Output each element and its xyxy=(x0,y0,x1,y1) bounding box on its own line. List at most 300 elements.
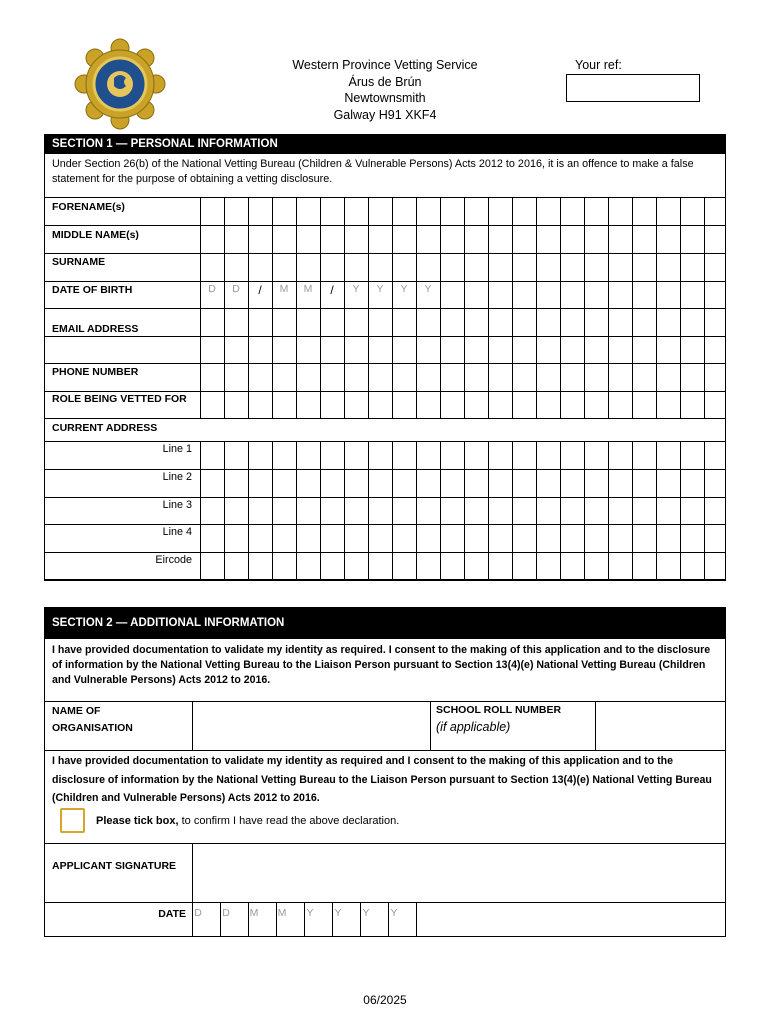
phone-char-cell[interactable] xyxy=(249,364,272,391)
role-char-cell[interactable] xyxy=(585,392,608,418)
surname-char-cell[interactable] xyxy=(633,254,656,281)
address-char-cell[interactable] xyxy=(273,470,296,497)
grid-line xyxy=(704,197,705,418)
email-2-char-cell[interactable] xyxy=(657,337,680,363)
address-char-cell[interactable] xyxy=(249,553,272,580)
address-char-cell[interactable] xyxy=(273,442,296,469)
address-char-cell[interactable] xyxy=(657,470,680,497)
role-char-cell[interactable] xyxy=(345,392,368,418)
forename-char-cell[interactable] xyxy=(321,198,344,225)
form-version: 06/2025 xyxy=(363,993,407,1007)
address-char-cell[interactable] xyxy=(513,498,536,524)
address-char-cell[interactable] xyxy=(561,498,584,524)
phone-char-cell[interactable] xyxy=(273,364,296,391)
surname-char-cell[interactable] xyxy=(681,254,704,281)
dob-char-cell[interactable] xyxy=(537,282,560,308)
vetting-service-address xyxy=(270,57,500,123)
tick-instruction-rest: to confirm I have read the above declaration. xyxy=(178,815,400,827)
address-char-cell[interactable] xyxy=(393,442,416,469)
address-line-4-label: Line 4 xyxy=(162,526,192,538)
email-2-char-cell[interactable] xyxy=(273,337,296,363)
surname-char-cell[interactable] xyxy=(369,254,392,281)
address-char-cell[interactable] xyxy=(465,442,488,469)
phone-char-cell[interactable] xyxy=(441,364,464,391)
role-char-cell[interactable] xyxy=(609,392,632,418)
role-char-cell[interactable] xyxy=(321,392,344,418)
dob-char-cell[interactable] xyxy=(585,282,608,308)
email-2-char-cell[interactable] xyxy=(609,337,632,363)
address-char-cell[interactable] xyxy=(609,498,632,524)
phone-char-cell[interactable] xyxy=(657,364,680,391)
role-char-cell[interactable] xyxy=(417,392,440,418)
forename-char-cell[interactable] xyxy=(633,198,656,225)
email-1-char-cell[interactable] xyxy=(225,309,248,336)
forename-char-cell[interactable] xyxy=(441,198,464,225)
dob-label: DATE OF BIRTH xyxy=(52,284,133,296)
address-char-cell[interactable] xyxy=(321,553,344,580)
address-char-cell[interactable] xyxy=(441,553,464,580)
email-1-char-cell[interactable] xyxy=(393,309,416,336)
surname-char-cell[interactable] xyxy=(249,254,272,281)
surname-char-cell[interactable] xyxy=(417,254,440,281)
surname-char-cell[interactable] xyxy=(393,254,416,281)
forename-char-cell[interactable] xyxy=(297,198,320,225)
email-1-char-cell[interactable] xyxy=(585,309,608,336)
address-char-cell[interactable] xyxy=(681,470,704,497)
address-char-cell[interactable] xyxy=(609,442,632,469)
middle-name-char-cell[interactable] xyxy=(561,226,584,253)
role-char-cell[interactable] xyxy=(465,392,488,418)
surname-char-cell[interactable] xyxy=(609,254,632,281)
dob-char-cell[interactable] xyxy=(465,282,488,308)
dob-char-cell[interactable] xyxy=(633,282,656,308)
middle-name-char-cell[interactable] xyxy=(249,226,272,253)
your-ref-label: Your ref: xyxy=(575,58,622,72)
current-address-label: CURRENT ADDRESS xyxy=(52,422,158,434)
dob-placeholder: M xyxy=(303,283,313,295)
email-2-char-cell[interactable] xyxy=(321,337,344,363)
address-char-cell[interactable] xyxy=(657,525,680,552)
phone-char-cell[interactable] xyxy=(393,364,416,391)
address-char-cell[interactable] xyxy=(441,470,464,497)
email-1-char-cell[interactable] xyxy=(513,309,536,336)
address-char-cell[interactable] xyxy=(249,525,272,552)
phone-char-cell[interactable] xyxy=(225,364,248,391)
role-char-cell[interactable] xyxy=(681,392,704,418)
address-char-cell[interactable] xyxy=(537,498,560,524)
address-char-cell[interactable] xyxy=(249,442,272,469)
forename-char-cell[interactable] xyxy=(465,198,488,225)
dob-separator: / xyxy=(330,283,334,297)
address-char-cell[interactable] xyxy=(561,470,584,497)
address-char-cell[interactable] xyxy=(537,442,560,469)
address-char-cell[interactable] xyxy=(225,470,248,497)
phone-char-cell[interactable] xyxy=(537,364,560,391)
dob-char-cell[interactable] xyxy=(513,282,536,308)
middle-name-char-cell[interactable] xyxy=(465,226,488,253)
address-char-cell[interactable] xyxy=(513,525,536,552)
org-name-label: NAME OF xyxy=(52,705,101,717)
address-char-cell[interactable] xyxy=(201,525,224,552)
address-char-cell[interactable] xyxy=(369,470,392,497)
surname-char-cell[interactable] xyxy=(345,254,368,281)
surname-char-cell[interactable] xyxy=(441,254,464,281)
address-char-cell[interactable] xyxy=(369,553,392,580)
address-char-cell[interactable] xyxy=(681,498,704,524)
email-1-char-cell[interactable] xyxy=(489,309,512,336)
address-char-cell[interactable] xyxy=(297,470,320,497)
confirm-checkbox[interactable] xyxy=(60,808,85,833)
address-char-cell[interactable] xyxy=(201,442,224,469)
phone-char-cell[interactable] xyxy=(465,364,488,391)
surname-char-cell[interactable] xyxy=(465,254,488,281)
role-char-cell[interactable] xyxy=(201,392,224,418)
email-1-char-cell[interactable] xyxy=(561,309,584,336)
tick-instruction-bold: Please tick box, xyxy=(96,815,179,827)
forenames-label: FORENAME(s) xyxy=(52,201,125,213)
middle-name-char-cell[interactable] xyxy=(225,226,248,253)
address-char-cell[interactable] xyxy=(369,525,392,552)
surname-char-cell[interactable] xyxy=(585,254,608,281)
address-char-cell[interactable] xyxy=(417,442,440,469)
email-2-char-cell[interactable] xyxy=(489,337,512,363)
address-char-cell[interactable] xyxy=(489,498,512,524)
surname-char-cell[interactable] xyxy=(489,254,512,281)
address-char-cell[interactable] xyxy=(681,553,704,580)
address-char-cell[interactable] xyxy=(513,442,536,469)
address-char-cell[interactable] xyxy=(441,498,464,524)
email-2-char-cell[interactable] xyxy=(225,337,248,363)
dob-char-cell[interactable] xyxy=(681,282,704,308)
address-char-cell[interactable] xyxy=(633,498,656,524)
address-char-cell[interactable] xyxy=(489,525,512,552)
middle-name-char-cell[interactable] xyxy=(489,226,512,253)
email-2-char-cell[interactable] xyxy=(441,337,464,363)
phone-char-cell[interactable] xyxy=(297,364,320,391)
email-1-char-cell[interactable] xyxy=(441,309,464,336)
address-char-cell[interactable] xyxy=(465,553,488,580)
address-char-cell[interactable] xyxy=(585,525,608,552)
address-char-cell[interactable] xyxy=(465,498,488,524)
email-2-char-cell[interactable] xyxy=(681,337,704,363)
email-2-char-cell[interactable] xyxy=(537,337,560,363)
email-1-char-cell[interactable] xyxy=(609,309,632,336)
role-char-cell[interactable] xyxy=(561,392,584,418)
address-char-cell[interactable] xyxy=(297,498,320,524)
forename-char-cell[interactable] xyxy=(393,198,416,225)
address-char-cell[interactable] xyxy=(369,498,392,524)
middle-name-char-cell[interactable] xyxy=(201,226,224,253)
dob-char-cell[interactable] xyxy=(609,282,632,308)
surname-char-cell[interactable] xyxy=(201,254,224,281)
forename-char-cell[interactable] xyxy=(537,198,560,225)
dob-char-cell[interactable] xyxy=(561,282,584,308)
address-char-cell[interactable] xyxy=(393,553,416,580)
address-char-cell[interactable] xyxy=(417,525,440,552)
date-placeholder: Y xyxy=(390,907,398,919)
surname-char-cell[interactable] xyxy=(561,254,584,281)
surname-char-cell[interactable] xyxy=(513,254,536,281)
dob-char-cell[interactable] xyxy=(657,282,680,308)
address-char-cell[interactable] xyxy=(225,442,248,469)
dob-char-cell[interactable] xyxy=(441,282,464,308)
address-char-cell[interactable] xyxy=(513,553,536,580)
address-char-cell[interactable] xyxy=(441,442,464,469)
phone-char-cell[interactable] xyxy=(681,364,704,391)
middle-name-char-cell[interactable] xyxy=(609,226,632,253)
your-ref-input[interactable] xyxy=(566,74,700,102)
role-char-cell[interactable] xyxy=(249,392,272,418)
middle-name-char-cell[interactable] xyxy=(345,226,368,253)
forename-char-cell[interactable] xyxy=(345,198,368,225)
surname-label: SURNAME xyxy=(52,256,106,268)
address-char-cell[interactable] xyxy=(585,553,608,580)
email-1-char-cell[interactable] xyxy=(681,309,704,336)
dob-placeholder: D xyxy=(232,283,240,295)
grid-line xyxy=(704,441,705,580)
address-char-cell[interactable] xyxy=(321,470,344,497)
forename-char-cell[interactable] xyxy=(513,198,536,225)
address-char-cell[interactable] xyxy=(561,525,584,552)
address-char-cell[interactable] xyxy=(609,525,632,552)
address-char-cell[interactable] xyxy=(249,498,272,524)
address-char-cell[interactable] xyxy=(345,442,368,469)
phone-char-cell[interactable] xyxy=(633,364,656,391)
date-placeholder: D xyxy=(222,907,230,919)
address-char-cell[interactable] xyxy=(201,470,224,497)
forename-char-cell[interactable] xyxy=(225,198,248,225)
address-char-cell[interactable] xyxy=(297,525,320,552)
phone-char-cell[interactable] xyxy=(321,364,344,391)
address-char-cell[interactable] xyxy=(489,553,512,580)
phone-char-cell[interactable] xyxy=(345,364,368,391)
address-char-cell[interactable] xyxy=(681,442,704,469)
email-1-char-cell[interactable] xyxy=(321,309,344,336)
address-line-3-label: Line 3 xyxy=(162,499,192,511)
address-char-cell[interactable] xyxy=(321,498,344,524)
address-char-cell[interactable] xyxy=(657,498,680,524)
address-char-cell[interactable] xyxy=(417,470,440,497)
middle-name-char-cell[interactable] xyxy=(513,226,536,253)
address-char-cell[interactable] xyxy=(369,442,392,469)
surname-char-cell[interactable] xyxy=(657,254,680,281)
phone-char-cell[interactable] xyxy=(609,364,632,391)
date-placeholder: Y xyxy=(306,907,314,919)
phone-char-cell[interactable] xyxy=(489,364,512,391)
surname-char-cell[interactable] xyxy=(273,254,296,281)
address-char-cell[interactable] xyxy=(561,442,584,469)
address-char-cell[interactable] xyxy=(273,498,296,524)
address-char-cell[interactable] xyxy=(609,553,632,580)
address-char-cell[interactable] xyxy=(561,553,584,580)
surname-char-cell[interactable] xyxy=(297,254,320,281)
forename-char-cell[interactable] xyxy=(585,198,608,225)
school-roll-input[interactable] xyxy=(597,703,725,749)
address-char-cell[interactable] xyxy=(441,525,464,552)
email-2-char-cell[interactable] xyxy=(417,337,440,363)
signature-field[interactable] xyxy=(194,845,725,901)
address-char-cell[interactable] xyxy=(297,442,320,469)
dob-char-cell[interactable] xyxy=(489,282,512,308)
email-2-char-cell[interactable] xyxy=(345,337,368,363)
address-char-cell[interactable] xyxy=(633,525,656,552)
phone-char-cell[interactable] xyxy=(585,364,608,391)
email-1-char-cell[interactable] xyxy=(537,309,560,336)
email-2-char-cell[interactable] xyxy=(393,337,416,363)
middle-name-char-cell[interactable] xyxy=(537,226,560,253)
address-char-cell[interactable] xyxy=(321,442,344,469)
forename-char-cell[interactable] xyxy=(489,198,512,225)
date-label: DATE xyxy=(158,908,186,920)
address-char-cell[interactable] xyxy=(633,553,656,580)
phone-char-cell[interactable] xyxy=(201,364,224,391)
applicant-signature-label: APPLICANT SIGNATURE xyxy=(52,860,177,872)
email-1-char-cell[interactable] xyxy=(345,309,368,336)
middle-name-char-cell[interactable] xyxy=(441,226,464,253)
email-1-char-cell[interactable] xyxy=(633,309,656,336)
middle-name-char-cell[interactable] xyxy=(585,226,608,253)
address-char-cell[interactable] xyxy=(345,498,368,524)
address-line-1-label: Line 1 xyxy=(162,443,192,455)
address-char-cell[interactable] xyxy=(489,442,512,469)
address-char-cell[interactable] xyxy=(225,498,248,524)
middle-name-char-cell[interactable] xyxy=(273,226,296,253)
email-1-char-cell[interactable] xyxy=(417,309,440,336)
role-char-cell[interactable] xyxy=(537,392,560,418)
phone-char-cell[interactable] xyxy=(417,364,440,391)
date-char-cell[interactable] xyxy=(389,903,416,936)
address-char-cell[interactable] xyxy=(201,498,224,524)
address-char-cell[interactable] xyxy=(657,553,680,580)
email-1-char-cell[interactable] xyxy=(465,309,488,336)
address-char-cell[interactable] xyxy=(249,470,272,497)
address-char-cell[interactable] xyxy=(225,525,248,552)
email-2-char-cell[interactable] xyxy=(585,337,608,363)
address-char-cell[interactable] xyxy=(273,525,296,552)
email-1-char-cell[interactable] xyxy=(249,309,272,336)
email-2-char-cell[interactable] xyxy=(249,337,272,363)
forename-char-cell[interactable] xyxy=(369,198,392,225)
address-char-cell[interactable] xyxy=(537,525,560,552)
address-char-cell[interactable] xyxy=(585,470,608,497)
email-2-char-cell[interactable] xyxy=(561,337,584,363)
date-placeholder: Y xyxy=(362,907,370,919)
email-1-char-cell[interactable] xyxy=(201,309,224,336)
address-char-cell[interactable] xyxy=(537,553,560,580)
address-char-cell[interactable] xyxy=(201,553,224,580)
address-char-cell[interactable] xyxy=(465,525,488,552)
address-char-cell[interactable] xyxy=(633,470,656,497)
email-2-char-cell[interactable] xyxy=(633,337,656,363)
address-char-cell[interactable] xyxy=(393,525,416,552)
role-char-cell[interactable] xyxy=(441,392,464,418)
middle-name-char-cell[interactable] xyxy=(297,226,320,253)
email-1-char-cell[interactable] xyxy=(369,309,392,336)
forename-char-cell[interactable] xyxy=(201,198,224,225)
email-2-char-cell[interactable] xyxy=(513,337,536,363)
org-name-input[interactable] xyxy=(194,703,428,749)
phone-char-cell[interactable] xyxy=(513,364,536,391)
middle-name-char-cell[interactable] xyxy=(369,226,392,253)
middle-name-char-cell[interactable] xyxy=(657,226,680,253)
address-char-cell[interactable] xyxy=(633,442,656,469)
surname-char-cell[interactable] xyxy=(225,254,248,281)
address-char-cell[interactable] xyxy=(297,553,320,580)
forename-char-cell[interactable] xyxy=(657,198,680,225)
dob-placeholder: M xyxy=(279,283,289,295)
address-char-cell[interactable] xyxy=(393,470,416,497)
address-char-cell[interactable] xyxy=(273,553,296,580)
forename-char-cell[interactable] xyxy=(609,198,632,225)
role-char-cell[interactable] xyxy=(225,392,248,418)
role-char-cell[interactable] xyxy=(633,392,656,418)
address-char-cell[interactable] xyxy=(609,470,632,497)
address-char-cell[interactable] xyxy=(225,553,248,580)
role-char-cell[interactable] xyxy=(273,392,296,418)
address-char-cell[interactable] xyxy=(345,525,368,552)
address-char-cell[interactable] xyxy=(465,470,488,497)
forename-char-cell[interactable] xyxy=(561,198,584,225)
address-char-cell[interactable] xyxy=(537,470,560,497)
address-char-cell[interactable] xyxy=(345,470,368,497)
email-1-char-cell[interactable] xyxy=(657,309,680,336)
middle-name-char-cell[interactable] xyxy=(393,226,416,253)
role-char-cell[interactable] xyxy=(393,392,416,418)
forename-char-cell[interactable] xyxy=(249,198,272,225)
address-char-cell[interactable] xyxy=(393,498,416,524)
address-char-cell[interactable] xyxy=(417,553,440,580)
address-line-2-label: Line 2 xyxy=(162,471,192,483)
email-1-char-cell[interactable] xyxy=(273,309,296,336)
address-char-cell[interactable] xyxy=(345,553,368,580)
address-char-cell[interactable] xyxy=(513,470,536,497)
email-2-char-cell[interactable] xyxy=(369,337,392,363)
address-char-cell[interactable] xyxy=(681,525,704,552)
middle-name-char-cell[interactable] xyxy=(633,226,656,253)
email-2-char-cell[interactable] xyxy=(201,337,224,363)
role-char-cell[interactable] xyxy=(513,392,536,418)
middle-names-label: MIDDLE NAME(s) xyxy=(52,229,139,241)
date-placeholder: Y xyxy=(334,907,342,919)
dob-placeholder: Y xyxy=(400,283,408,295)
address-char-cell[interactable] xyxy=(585,498,608,524)
forename-char-cell[interactable] xyxy=(417,198,440,225)
middle-name-char-cell[interactable] xyxy=(321,226,344,253)
address-char-cell[interactable] xyxy=(417,498,440,524)
surname-char-cell[interactable] xyxy=(321,254,344,281)
role-char-cell[interactable] xyxy=(489,392,512,418)
address-char-cell[interactable] xyxy=(489,470,512,497)
middle-name-char-cell[interactable] xyxy=(417,226,440,253)
role-char-cell[interactable] xyxy=(657,392,680,418)
role-char-cell[interactable] xyxy=(297,392,320,418)
phone-char-cell[interactable] xyxy=(369,364,392,391)
address-char-cell[interactable] xyxy=(585,442,608,469)
address-char-cell[interactable] xyxy=(657,442,680,469)
email-2-char-cell[interactable] xyxy=(297,337,320,363)
middle-name-char-cell[interactable] xyxy=(681,226,704,253)
role-char-cell[interactable] xyxy=(369,392,392,418)
dob-placeholder: Y xyxy=(424,283,432,295)
email-1-char-cell[interactable] xyxy=(297,309,320,336)
address-line: Western Province Vetting Service xyxy=(292,58,478,72)
surname-char-cell[interactable] xyxy=(537,254,560,281)
email-2-char-cell[interactable] xyxy=(465,337,488,363)
phone-char-cell[interactable] xyxy=(561,364,584,391)
forename-char-cell[interactable] xyxy=(681,198,704,225)
forename-char-cell[interactable] xyxy=(273,198,296,225)
address-char-cell[interactable] xyxy=(321,525,344,552)
